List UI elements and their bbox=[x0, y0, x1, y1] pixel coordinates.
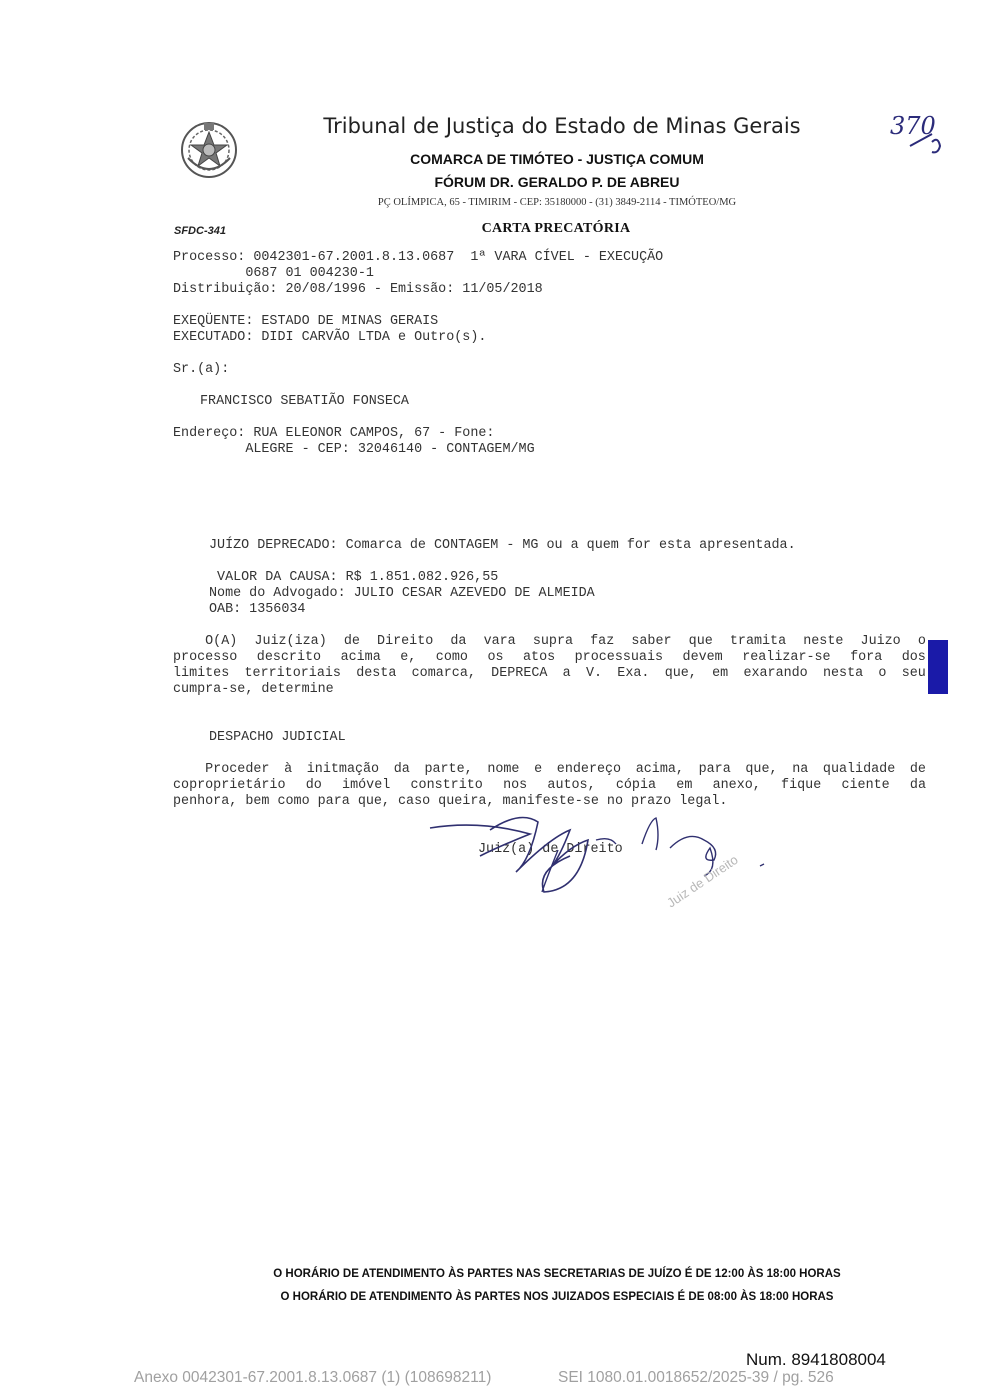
body-paragraph-line: processo descrito acima e, como os atos processuais devem realizar-se fora dos bbox=[173, 650, 926, 665]
form-code: SFDC-341 bbox=[174, 225, 226, 237]
despacho-line: coproprietário do imóvel constrito nos autos, cópia em anexo, fique ciente da bbox=[173, 778, 926, 793]
forum-line: FÓRUM DR. GERALDO P. DE ABREU bbox=[434, 174, 680, 190]
process-number: Processo: 0042301-67.2001.8.13.0687 1ª VARA CÍVEL - EXECUÇÃO bbox=[173, 250, 664, 265]
hours-juizados: O HORÁRIO DE ATENDIMENTO ÀS PARTES NOS JUIZADOS ESPECIAIS É DE 08:00 ÀS 18:00 HORAS bbox=[280, 1291, 834, 1303]
court-address: PÇ OLÍMPICA, 65 - TIMIRIM - CEP: 35180000 - (31) 3849-2114 - TIMÓTEO/MG bbox=[377, 197, 737, 208]
hours-secretarias: O HORÁRIO DE ATENDIMENTO ÀS PARTES NAS SECRETARIAS DE JUÍZO É DE 12:00 ÀS 18:00 HORAS bbox=[273, 1268, 841, 1280]
anexo-reference: Anexo 0042301-67.2001.8.13.0687 (1) (108698211) bbox=[134, 1369, 492, 1386]
judge-signature-icon bbox=[420, 800, 780, 950]
sei-reference: SEI 1080.01.0018652/2025-39 / pg. 526 bbox=[558, 1369, 834, 1386]
advogado-name: Nome do Advogado: JULIO CESAR AZEVEDO DE ALMEIDA bbox=[209, 586, 595, 601]
handwritten-page-number: 370 bbox=[890, 112, 936, 140]
signature-label: Juiz(a) de Direito bbox=[478, 842, 623, 857]
recipient-address-line1: Endereço: RUA ELEONOR CAMPOS, 67 - Fone: bbox=[173, 426, 495, 441]
handwritten-page-mark-icon bbox=[888, 104, 948, 164]
stamp-text: Juiz de Direito bbox=[664, 851, 741, 911]
blue-margin-marker bbox=[928, 640, 948, 694]
document-number: Num. 8941808004 bbox=[746, 1350, 886, 1369]
process-secondary-number: 0687 01 004230-1 bbox=[173, 266, 374, 281]
exequente: EXEQÜENTE: ESTADO DE MINAS GERAIS bbox=[173, 314, 439, 329]
recipient-name: FRANCISCO SEBATIÃO FONSECA bbox=[200, 394, 409, 409]
body-paragraph-line: O(A) Juiz(iza) de Direito da vara supra faz saber que tramita neste Juizo o bbox=[173, 634, 926, 649]
salutation: Sr.(a): bbox=[173, 362, 230, 377]
executado: EXECUTADO: DIDI CARVÃO LTDA e Outro(s). bbox=[173, 330, 487, 345]
document-title: CARTA PRECATÓRIA bbox=[481, 221, 631, 236]
recipient-address-line2: ALEGRE - CEP: 32046140 - CONTAGEM/MG bbox=[173, 442, 535, 457]
valor-da-causa: VALOR DA CAUSA: R$ 1.851.082.926,55 bbox=[209, 570, 499, 585]
comarca-line: COMARCA DE TIMÓTEO - JUSTIÇA COMUM bbox=[410, 151, 704, 167]
body-paragraph-line: limites territoriais desta comarca, DEPRECA a V. Exa. que, em exarando nesta o seu bbox=[173, 666, 926, 681]
despacho-line: penhora, bem como para que, caso queira, manifeste-se no prazo legal. bbox=[173, 794, 728, 809]
body-paragraph-line: cumpra-se, determine bbox=[173, 682, 334, 697]
oab-number: OAB: 1356034 bbox=[209, 602, 306, 617]
juizo-deprecado: JUÍZO DEPRECADO: Comarca de CONTAGEM - MG ou a quem for esta apresentada. bbox=[209, 538, 796, 553]
distribution-dates: Distribuição: 20/08/1996 - Emissão: 11/05/2018 bbox=[173, 282, 543, 297]
tribunal-title: Tribunal de Justiça do Estado de Minas Gerais bbox=[323, 114, 801, 138]
despacho-title: DESPACHO JUDICIAL bbox=[209, 730, 346, 745]
despacho-line: Proceder à initmação da parte, nome e endereço acima, para que, na qualidade de bbox=[173, 762, 926, 777]
